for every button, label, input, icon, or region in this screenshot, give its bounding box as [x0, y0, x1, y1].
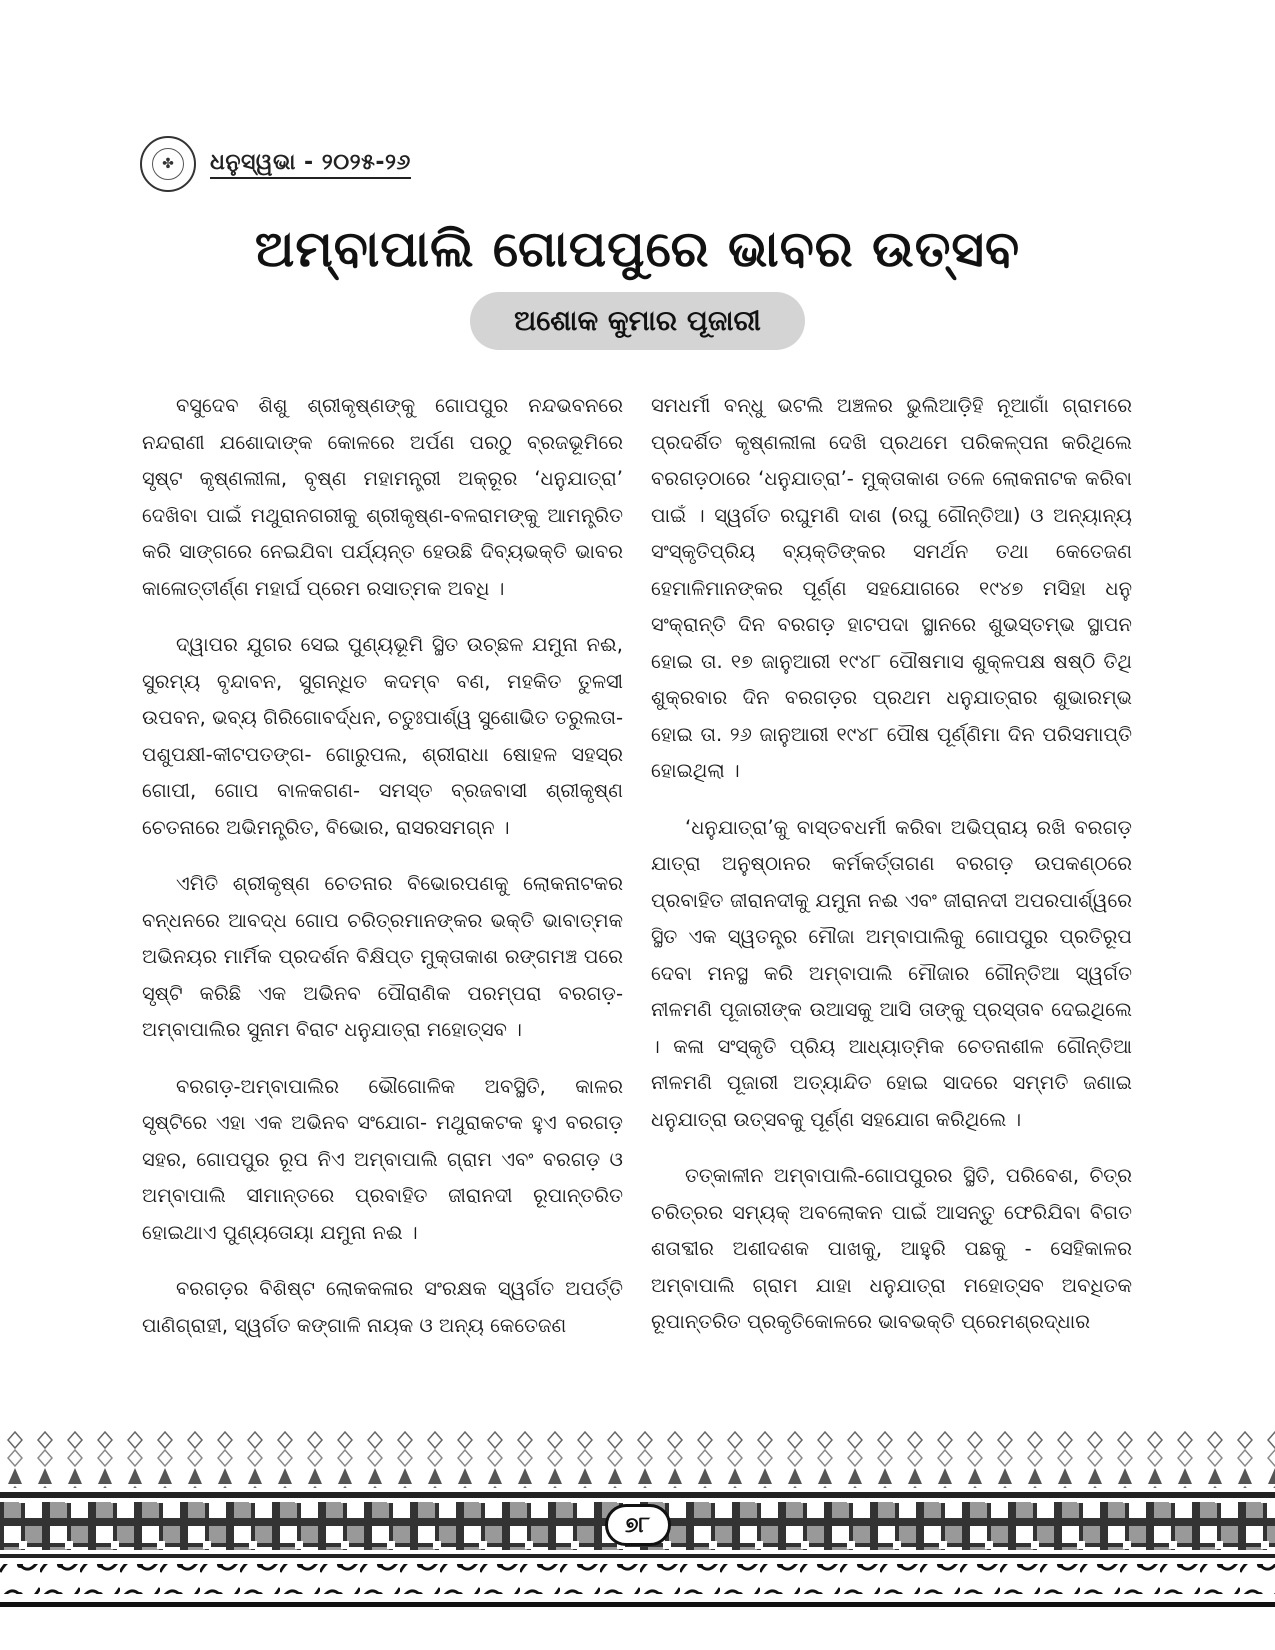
column-right — [651, 388, 1132, 1368]
paragraph: ବସୁଦେବ ଶିଶୁ ଶ୍ରୀକୃଷ୍ଣଙ୍କୁ ଗୋପପୁର ନନ୍ଦଭବନରେ ନନ୍ଦରାଣୀ ଯଶୋଦାଙ୍କ କୋଳରେ ଅର୍ପଣ ପରଠୁ ବ୍ରଜଭୂମିରେ ସୃଷ୍ଟ କୃଷ୍ଣଲୀଳା, ବୃଷ୍ଣ ମହାମନ୍ତ୍ରୀ ଅକ୍ରୂର ‘ଧନୁଯାତ୍ରା’ ଦେଖିବା ପାଇଁ ମଥୁରାନଗରୀକୁ ଶ୍ରୀକୃଷ୍ଣ-ବଳରାମଙ୍କୁ ଆମନ୍ତ୍ରିତ କରି ସାଙ୍ଗରେ ନେଇଯିବା ପର୍ଯ୍ୟନ୍ତ ହେଉଛି ଦିବ୍ୟଭକ୍ତି ଭାବର କାଳୋତ୍ତୀର୍ଣ୍ଣ ମହାର୍ଘ ପ୍ରେମ ରସାତ୍ମକ ଅବଧି । — [142, 394, 623, 600]
journal-title: ଧନୁସ୍ୱଭା - ୨୦୨୫-୨୬ — [210, 150, 411, 179]
author-badge: ଅଶୋକ କୁମାର ପୂଜାରୀ — [470, 292, 805, 350]
emblem-icon: ✤ — [140, 136, 196, 192]
page-header — [140, 136, 411, 192]
paragraph: ବରଗଡ଼ର ବିଶିଷ୍ଟ ଲୋକକଳାର ସଂରକ୍ଷକ ସ୍ୱର୍ଗତ ଅପର୍ତ୍ତି ପାଣିଗ୍ରାହୀ, ସ୍ୱର୍ଗତ କଙ୍ଗାଳି ନାୟକ ଓ ଅନ୍ୟ କେତେଜଣ — [142, 1277, 623, 1337]
paragraph: ‘ଧନୁଯାତ୍ରା’କୁ ବାସ୍ତବଧର୍ମୀ କରିବା ଅଭିପ୍ରାୟ ରଖି ବରଗଡ଼ ଯାତ୍ରା ଅନୁଷ୍ଠାନର କର୍ମକର୍ତ୍ତାଗଣ ବରଗଡ଼ ଉପକଣ୍ଠରେ ପ୍ରବାହିତ ଜୀରାନଦୀକୁ ଯମୁନା ନଈ ଏବଂ ଜୀରାନଦୀ ଅପରପାର୍ଶ୍ୱରେ ସ୍ଥିତ ଏକ ସ୍ୱତନ୍ତ୍ର ମୌଜା ଅମ୍ବାପାଲିକୁ ଗୋପପୁର ପ୍ରତିରୂପ ଦେବା ମନସ୍ଥ କରି ଅମ୍ବାପାଲି ମୌଜାର ଗୌନ୍ତିଆ ସ୍ୱର୍ଗତ ନୀଳମଣି ପୂଜାରୀଙ୍କ ଉଆସକୁ ଆସି ତାଙ୍କୁ ପ୍ରସ୍ତାବ ଦେଇଥିଲେ । କଳା ସଂସ୍କୃତି ପ୍ରିୟ ଆଧ୍ୟାତ୍ମିକ ଚେତନାଶୀଳ ଗୌନ୍ତିଆ ନୀଳମଣି ପୂଜାରୀ ଅତ୍ୟାନ୍ଦିତ ହୋଇ ସାଦରେ ସମ୍ମତି ଜଣାଇ ଧନୁଯାତ୍ରା ଉତ୍ସବକୁ ପୂର୍ଣ୍ଣ ସହଯୋଗ କରିଥିଲେ । — [651, 815, 1132, 1131]
paragraph: ତତ୍କାଳୀନ ଅମ୍ବାପାଲି-ଗୋପପୁରର ସ୍ଥିତି, ପରିବେଶ, ଚିତ୍ର ଚରିତ୍ରର ସମ୍ୟକ୍ ଅବଲୋକନ ପାଇଁ ଆସନ୍ତୁ ଫେରିଯିବା ବିଗତ ଶତାବ୍ଦୀର ଅଶୀଦଶକ ପାଖକୁ, ଆହୁରି ପଛକୁ - ସେହିକାଳର ଅମ୍ବାପାଲି ଗ୍ରାମ ଯାହା ଧନୁଯାତ୍ରା ମହୋତ୍ସବ ଅବଧିତକ ରୂପାନ୍ତରିତ ପ୍ରକୃତିକୋଳରେ ଭାବଭକ୍ତି ପ୍ରେମଶ୍ରଦ୍ଧାର — [651, 1164, 1132, 1333]
paragraph: ଏମିତି ଶ୍ରୀକୃଷ୍ଣ ଚେତନାର ବିଭୋରପଣକୁ ଲୋକନାଟକର ବନ୍ଧନରେ ଆବଦ୍ଧ ଗୋପ ଚରିତ୍ରମାନଙ୍କର ଭକ୍ତି ଭାବାତ୍ମକ ଅଭିନୟର ମାର୍ମିକ ପ୍ରଦର୍ଶନ ବିକ୍ଷିପ୍ତ ମୁକ୍ତାକାଶ ରଙ୍ଗମଞ୍ଚ ପରେ ସୃଷ୍ଟି କରିଛି ଏକ ଅଭିନବ ପୌରାଣିକ ପରମ୍ପରା ବରଗଡ଼-ଅମ୍ବାପାଲିର ସୁନାମ ବିରାଟ ଧନୁଯାତ୍ରା ମହୋତ୍ସବ । — [142, 872, 623, 1041]
paragraph: ସମଧର୍ମୀ ବନ୍ଧୁ ଭଟଲି ଅଞ୍ଚଳର ଭୁଲିଆଡ଼ିହି ନୂଆଗାଁ ଗ୍ରାମରେ ପ୍ରଦର୍ଶିତ କୃଷ୍ଣଲୀଳା ଦେଖି ପ୍ରଥମେ ପରିକଳ୍ପନା କରିଥିଲେ ବରଗଡ଼ଠାରେ ‘ଧନୁଯାତ୍ରା’- ମୁକ୍ତାକାଶ ତଳେ ଲୋକନାଟକ କରିବା ପାଇଁ । ସ୍ୱର୍ଗତ ରଘୁମଣି ଦାଶ (ରଘୁ ଗୌନ୍ତିଆ) ଓ ଅନ୍ୟାନ୍ୟ ସଂସ୍କୃତିପ୍ରିୟ ବ୍ୟକ୍ତିଙ୍କର ସମର୍ଥନ ତଥା କେତେଜଣ ହେମାଳିମାନଙ୍କର ପୂର୍ଣ୍ଣ ସହଯୋଗରେ ୧୯୪୭ ମସିହା ଧନୁ ସଂକ୍ରାନ୍ତି ଦିନ ବରଗଡ଼ ହାଟପଦା ସ୍ଥାନରେ ଶୁଭସ୍ତମ୍ଭ ସ୍ଥାପନ ହୋଇ ତା. ୧୭ ଜାନୁଆରୀ ୧୯୪୮ ପୌଷମାସ ଶୁକ୍ଳପକ୍ଷ ଷଷ୍ଠି ତିଥି ଶୁକ୍ରବାର ଦିନ ବରଗଡ଼ର ପ୍ରଥମ ଧନୁଯାତ୍ରାର ଶୁଭାରମ୍ଭ ହୋଇ ତା. ୨୬ ଜାନୁଆରୀ ୧୯୪୮ ପୌଷ ପୂର୍ଣ୍ଣିମା ଦିନ ପରିସମାପ୍ତି ହୋଇଥିଲା । — [651, 394, 1132, 782]
paragraph: ବରଗଡ଼-ଅମ୍ବାପାଲିର ଭୌଗୋଳିକ ଅବସ୍ଥିତି, କାଳର ସୃଷ୍ଟିରେ ଏହା ଏକ ଅଭିନବ ସଂଯୋଗ- ମଥୁରାକଟକ ହୁଏ ବରଗଡ଼ ସହର, ଗୋପପୁର ରୂପ ନିଏ ଅମ୍ବାପାଲି ଗ୍ରାମ ଏବଂ ବରଗଡ଼ ଓ ଅମ୍ବାପାଲି ସୀମାନ୍ତରେ ପ୍ରବାହିତ ଜୀରାନଦୀ ରୂପାନ୍ତରିତ ହୋଇଥାଏ ପୁଣ୍ୟତୋୟା ଯମୁନା ନଈ । — [142, 1074, 623, 1244]
page-number: ୭୮ — [605, 1504, 671, 1546]
column-left — [142, 388, 623, 1368]
article-body — [142, 388, 1132, 1368]
article-title: ଅମ୍ବାପାଲି ଗୋପପୁରେ ଭାବର ଉତ୍ସବ — [254, 220, 1021, 278]
paragraph: ଦ୍ୱାପର ଯୁଗର ସେଇ ପୁଣ୍ୟଭୂମି ସ୍ଥିତ ଉଚ୍ଛଳ ଯମୁନା ନଈ, ସୁରମ୍ୟ ବୃନ୍ଦାବନ, ସୁଗନ୍ଧିତ କଦମ୍ବ ବଣ, ମହକିତ ତୁଳସୀ ଉପବନ, ଭବ୍ୟ ଗିରିଗୋବର୍ଦ୍ଧନ, ଚତୁଃପାର୍ଶ୍ୱ ସୁଶୋଭିତ ତରୁଲତା-ପଶୁପକ୍ଷୀ-କୀଟପତଙ୍ଗ- ଗୋରୁପଲ, ଶ୍ରୀରାଧା ଷୋହଳ ସହସ୍ର ଗୋପୀ, ଗୋପ ବାଳକଗଣ- ସମସ୍ତ ବ୍ରଜବାସୀ ଶ୍ରୀକୃଷ୍ଣ ଚେତନାରେ ଅଭିମନ୍ତ୍ରିତ, ବିଭୋର, ରାସରସମଗ୍ନ । — [142, 633, 623, 839]
